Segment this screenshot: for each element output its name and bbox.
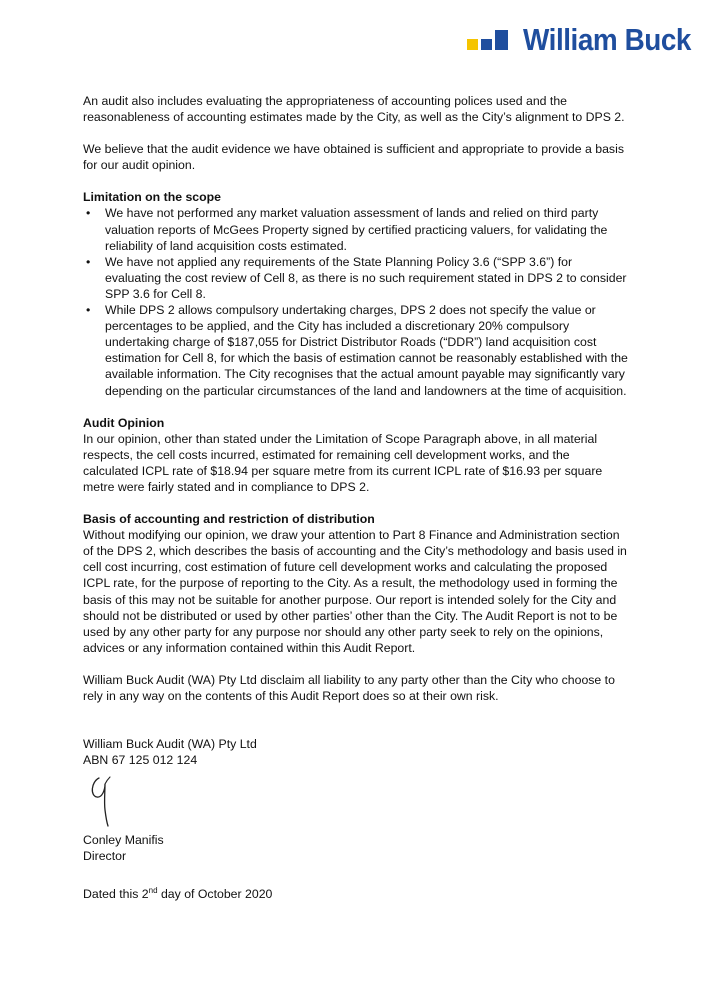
heading-limitation: Limitation on the scope <box>83 190 222 205</box>
paragraph-disclaimer: William Buck Audit (WA) Pty Ltd disclaim all liability to any party other than the City who choose to rely in any way on the contents of this Audit Report does so at their own risk. <box>83 672 615 703</box>
list-item: • While DPS 2 allows compulsory undertaking charges, DPS 2 does not specify the value or percentages to be applied, and the City has included a discretionary 20% compulsory undertaking charge of $187,055 for District Distributor Roads (“DDR”) land acquisition cost estimation for Cell 8, for which the basis of estimation cannot be reasonably established with the available information. The City recognises that the actual amount payable may significantly vary depending on the particular circumstances of the land and landowners at the time of acquisition. <box>83 302 628 399</box>
paragraph-basis: Without modifying our opinion, we draw your attention to Part 8 Finance and Administration section of the DPS 2, which describes the basis of accounting and the City’s methodology and basis used in cell cost incurring, cost estimation of future cell development works and calculating the proposed ICPL rate, for the purpose of reporting to the City. As a result, the methodology used in forming the basis of this may not be suitable for another purpose. Our report is intended solely for the City and should not be distributed or used by other parties’ other than the City. The Audit Report is not to be used by any other party for any purpose nor should any other party seek to rely on the opinions, advices or any information contained within this Audit Report. <box>83 528 627 655</box>
logo-text: William Buck <box>523 22 692 57</box>
logo-squares-icon <box>467 25 517 55</box>
date-prefix: Dated this 2 <box>83 887 149 902</box>
date-line <box>83 886 628 902</box>
signature-icon <box>85 770 135 828</box>
heading-basis: Basis of accounting and restriction of distribution <box>83 512 375 527</box>
paragraph-audit-evidence: We believe that the audit evidence we have obtained is sufficient and appropriate to provide a basis for our audit opinion. <box>83 142 624 173</box>
abn-number: ABN 67 125 012 124 <box>83 753 198 768</box>
signatory-name: Conley Manifis <box>83 833 164 848</box>
list-item: • We have not performed any market valuation assessment of lands and relied on third party valuation reports of McGees Property signed by certified practicing valuers, for validating the reliability of land acquisition costs estimated. <box>83 205 628 253</box>
william-buck-logo <box>467 22 692 58</box>
date-ordinal: nd <box>148 886 158 896</box>
signatory-title: Director <box>83 849 127 864</box>
paragraph-audit-opinion: In our opinion, other than stated under the Limitation of Scope Paragraph above, in all material respects, the cell costs incurred, estimated for remaining cell development works, and the calculated ICPL rate of $18.94 per square metre from its current ICPL rate of $16.93 per square metre were fairly stated and in compliance to DPS 2. <box>83 431 603 494</box>
paragraph-audit-includes: An audit also includes evaluating the appropriateness of accounting polices used and the reasonableness of accounting estimates made by the City, as well as the City’s alignment to DPS 2. <box>83 94 625 125</box>
limitation-list <box>83 205 628 398</box>
firm-name: William Buck Audit (WA) Pty Ltd <box>83 737 257 752</box>
list-item: • We have not applied any requirements of the State Planning Policy 3.6 (“SPP 3.6”) for evaluating the cost review of Cell 8, as there is no such requirement stated in DPS 2 to consider SPP 3.6 for Cell 8. <box>83 254 628 302</box>
heading-audit-opinion: Audit Opinion <box>83 415 165 430</box>
document-body <box>83 93 628 903</box>
signature-block <box>83 736 628 902</box>
date-suffix: day of October 2020 <box>157 887 273 902</box>
